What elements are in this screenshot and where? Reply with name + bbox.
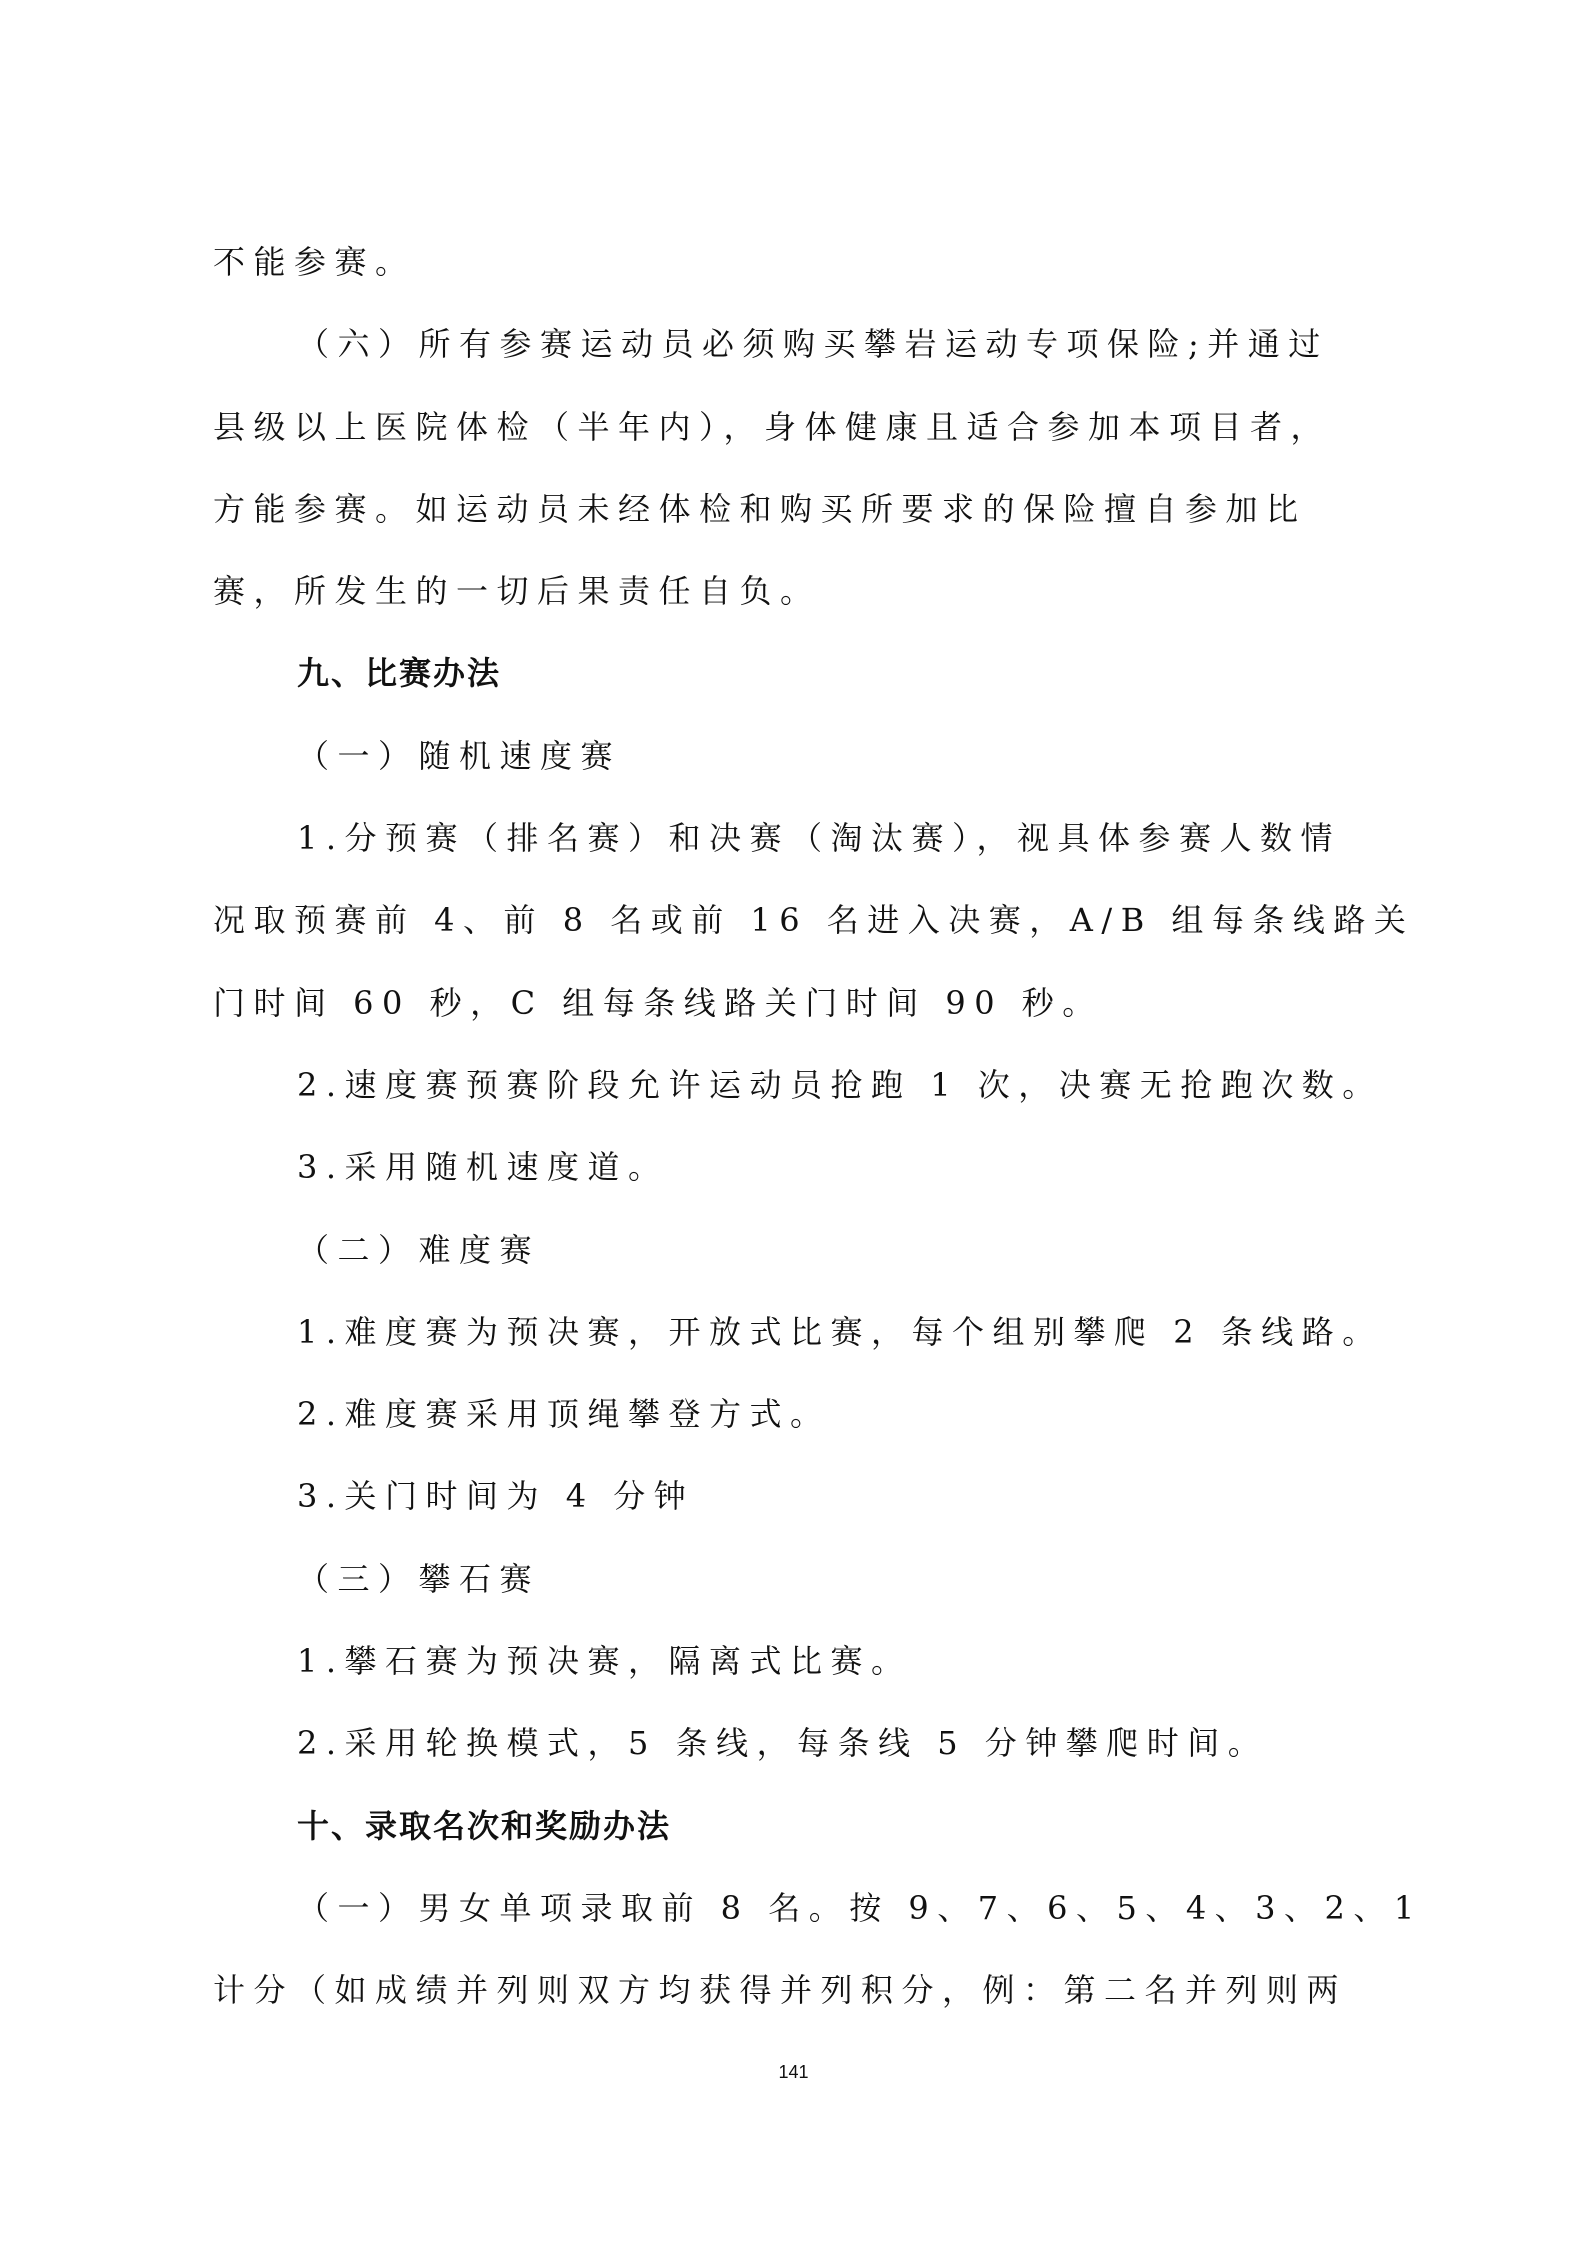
text-line: （三）攀石赛 — [297, 1559, 541, 1598]
text-line: （一）男女单项录取前 8 名。按 9、7、6、5、4、3、2、1 — [297, 1888, 1423, 1927]
text-line: 方能参赛。如运动员未经体检和购买所要求的保险擅自参加比 — [213, 489, 1307, 528]
text-line: 不能参赛。 — [213, 243, 416, 281]
text-line: （二）难度赛 — [297, 1230, 541, 1269]
text-line: 1.难度赛为预决赛，开放式比赛，每个组别攀爬 2 条线路。 — [297, 1312, 1383, 1351]
text-line: 门时间 60 秒，C 组每条线路关门时间 90 秒。 — [213, 983, 1103, 1022]
text-line: （六）所有参赛运动员必须购买攀岩运动专项保险;并通过 — [297, 325, 1329, 364]
text-line: 计分（如成绩并列则双方均获得并列积分，例：第二名并列则两 — [213, 1971, 1348, 2010]
document-body — [213, 232, 1423, 2043]
text-line: 赛，所发生的一切后果责任自负。 — [213, 572, 821, 611]
section-heading: 十、录取名次和奖励办法 — [297, 1806, 672, 1845]
text-line: 况取预赛前 4、前 8 名或前 16 名进入决赛，A/B 组每条线路关 — [213, 901, 1415, 940]
text-line: 2.速度赛预赛阶段允许运动员抢跑 1 次，决赛无抢跑次数。 — [297, 1065, 1383, 1104]
page-number: 141 — [778, 2062, 809, 2082]
text-line: 1.攀石赛为预决赛，隔离式比赛。 — [297, 1642, 912, 1681]
text-line: 1.分预赛（排名赛）和决赛（淘汰赛），视具体参赛人数情 — [297, 819, 1342, 858]
text-line: 3.采用随机速度道。 — [297, 1148, 669, 1187]
text-line: 县级以上医院体检（半年内），身体健康且适合参加本项目者， — [213, 407, 1332, 446]
text-line: 2.采用轮换模式，5 条线，每条线 5 分钟攀爬时间。 — [297, 1724, 1269, 1763]
section-heading: 九、比赛办法 — [297, 654, 502, 693]
text-line: 2.难度赛采用顶绳攀登方式。 — [297, 1395, 831, 1434]
text-line: （一）随机速度赛 — [297, 736, 622, 775]
text-line: 3.关门时间为 4 分钟 — [297, 1477, 695, 1516]
